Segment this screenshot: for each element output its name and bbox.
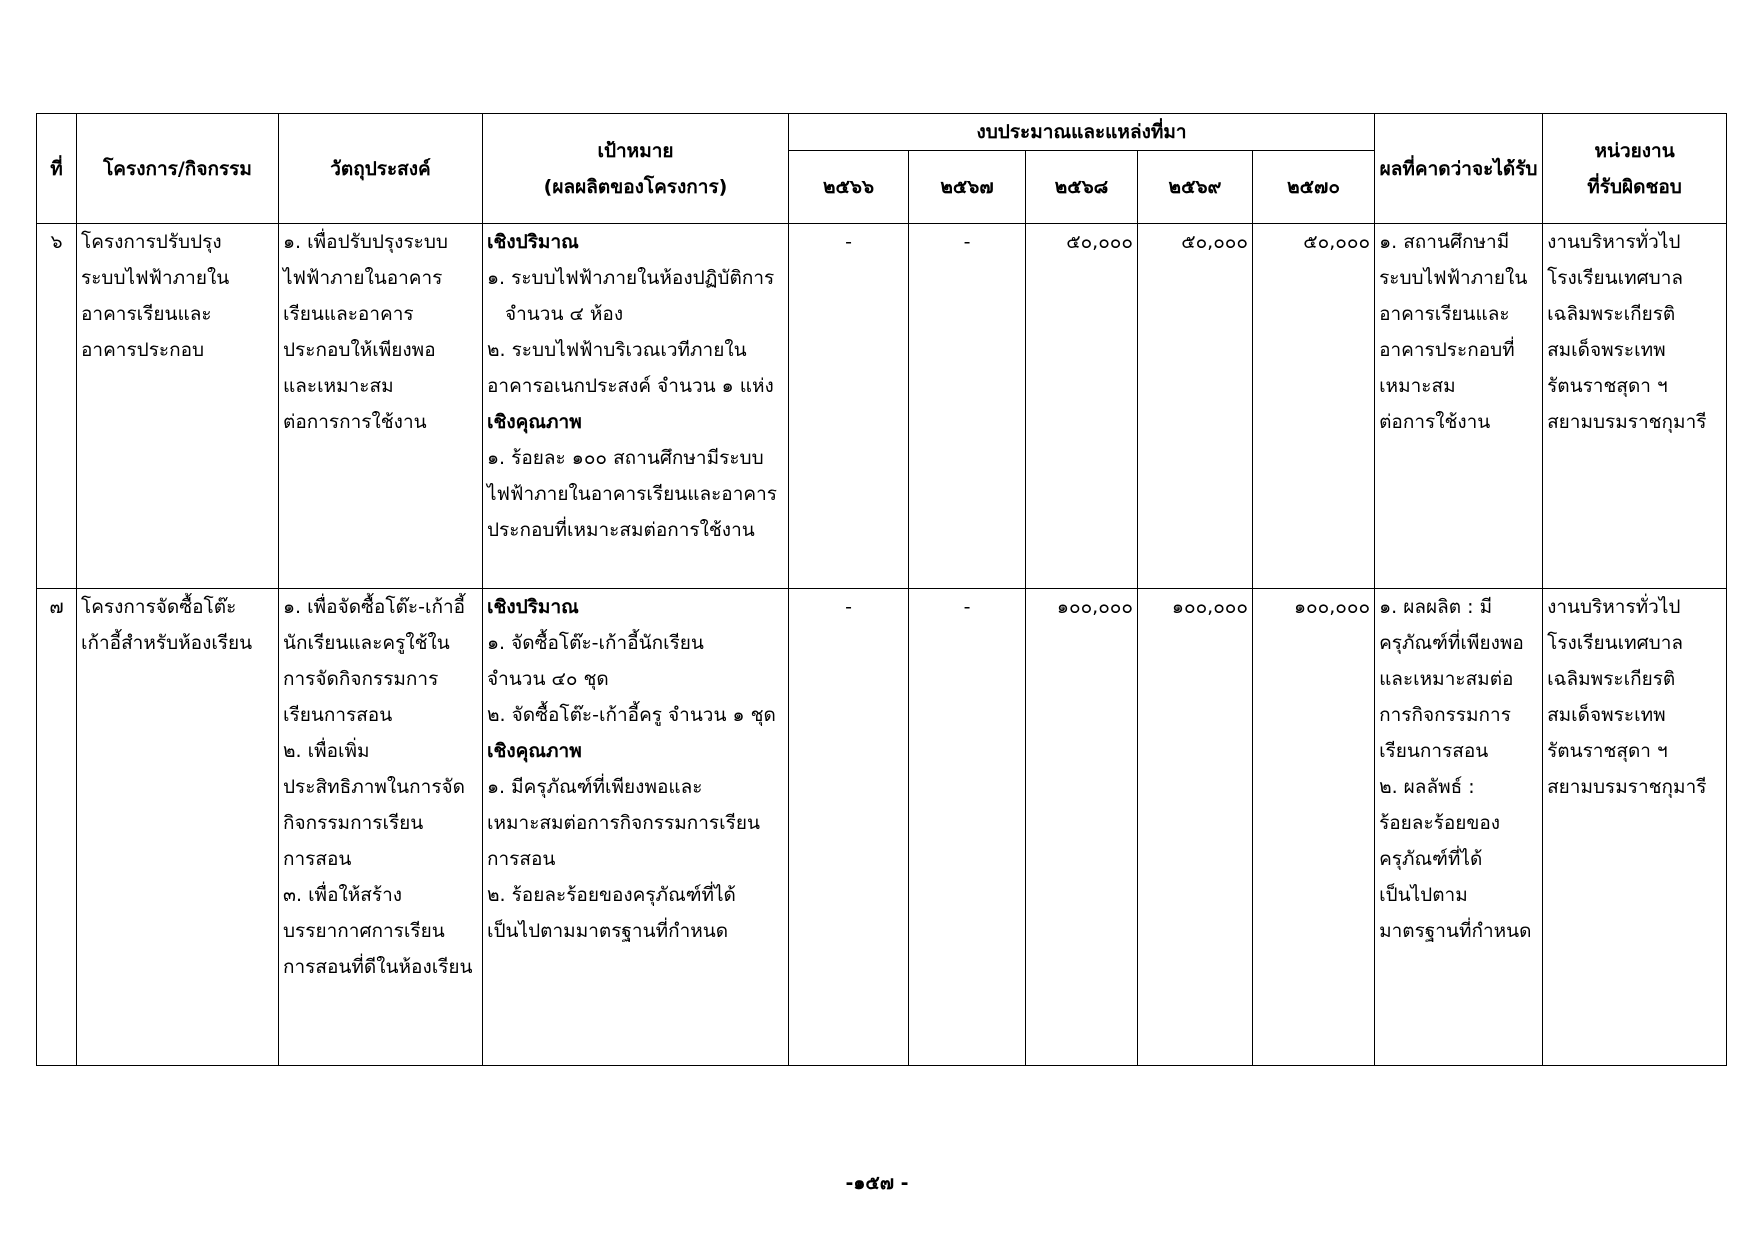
- expected-text: มาตรฐานที่กำหนด: [1379, 920, 1532, 942]
- quantity-heading: เชิงปริมาณ: [487, 596, 579, 618]
- objective-text: ต่อการการใช้งาน: [283, 411, 427, 433]
- budget-cell: -: [789, 589, 909, 1066]
- header-unit: [1543, 114, 1727, 224]
- unit-text: รัตนราชสุดา ฯ: [1547, 740, 1668, 762]
- target-text: ๒. ระบบไฟฟ้าบริเวณเวทีภายใน: [487, 339, 747, 361]
- objective-text: เรียนการสอน: [283, 704, 393, 726]
- objective-text: ๓. เพื่อให้สร้าง: [283, 884, 403, 906]
- header-year: ๒๕๖๘: [1026, 151, 1138, 224]
- header-year: ๒๕๖๖: [789, 151, 909, 224]
- project-text: โครงการจัดซื้อโต๊ะ: [81, 596, 237, 618]
- target-text: ๑. จัดซื้อโต๊ะ-เก้าอี้นักเรียน: [487, 632, 704, 654]
- objective-text: ๒. เพื่อเพิ่ม: [283, 740, 370, 762]
- project-text: อาคารประกอบ: [81, 339, 205, 361]
- header-year: ๒๕๗๐: [1253, 151, 1375, 224]
- unit-cell: [1543, 589, 1727, 1066]
- quality-heading: เชิงคุณภาพ: [487, 411, 582, 433]
- header-project: โครงการ/กิจกรรม: [77, 114, 279, 224]
- header-no: ที่: [37, 114, 77, 224]
- target-text: ๑. ร้อยละ ๑๐๐ สถานศึกษามีระบบ: [487, 447, 764, 469]
- objective-cell: [279, 589, 483, 1066]
- objective-text: ๑. เพื่อปรับปรุงระบบ: [283, 231, 448, 253]
- target-text: ๒. ร้อยละร้อยของครุภัณฑ์ที่ได้: [487, 884, 736, 906]
- target-text: จำนวน ๔ ห้อง: [505, 303, 624, 325]
- expected-text: อาคารประกอบที่: [1379, 339, 1515, 361]
- unit-text: เฉลิมพระเกียรติ: [1547, 303, 1676, 325]
- objective-cell: [279, 224, 483, 589]
- target-text: ๑. ระบบไฟฟ้าภายในห้องปฏิบัติการ: [487, 267, 775, 289]
- expected-text: ๑. ผลผลิต : มี: [1379, 596, 1493, 618]
- objective-text: เรียนและอาคาร: [283, 303, 414, 325]
- header-unit-line1: หน่วยงาน: [1594, 139, 1675, 162]
- expected-text: ร้อยละร้อยของ: [1379, 812, 1501, 834]
- objective-text: บรรยากาศการเรียน: [283, 920, 445, 942]
- expected-text: เหมาะสม: [1379, 375, 1456, 397]
- budget-cell: ๑๐๐,๐๐๐: [1253, 589, 1375, 1066]
- expected-text: เป็นไปตาม: [1379, 884, 1468, 906]
- expected-cell: [1375, 224, 1543, 589]
- header-expected: ผลที่คาดว่าจะได้รับ: [1375, 114, 1543, 224]
- header-unit-line2: ที่รับผิดชอบ: [1587, 175, 1682, 198]
- project-text: เก้าอี้สำหรับห้องเรียน: [81, 632, 253, 654]
- expected-text: การกิจกรรมการ: [1379, 704, 1511, 726]
- budget-cell: ๕๐,๐๐๐: [1253, 224, 1375, 589]
- header-target-line2: (ผลผลิตของโครงการ): [543, 175, 728, 198]
- expected-text: ๒. ผลลัพธ์ :: [1379, 776, 1475, 798]
- unit-text: สยามบรมราชกุมารี: [1547, 776, 1707, 798]
- budget-cell: -: [909, 224, 1026, 589]
- row-number: ๗: [37, 589, 77, 1066]
- target-text: ประกอบที่เหมาะสมต่อการใช้งาน: [487, 519, 755, 541]
- project-cell: [77, 589, 279, 1066]
- budget-cell: ๑๐๐,๐๐๐: [1026, 589, 1138, 1066]
- project-plan-table: [36, 113, 1727, 1066]
- objective-text: การสอน: [283, 848, 352, 870]
- header-year: ๒๕๖๗: [909, 151, 1026, 224]
- unit-text: โรงเรียนเทศบาล: [1547, 267, 1684, 289]
- page-number: -๑๕๗ -: [845, 1172, 909, 1194]
- objective-text: นักเรียนและครูใช้ใน: [283, 632, 450, 654]
- unit-text: รัตนราชสุดา ฯ: [1547, 375, 1668, 397]
- header-target: [483, 114, 789, 224]
- target-cell: [483, 589, 789, 1066]
- expected-text: เรียนการสอน: [1379, 740, 1489, 762]
- target-text: ๑. มีครุภัณฑ์ที่เพียงพอและ: [487, 776, 703, 798]
- objective-text: ประสิทธิภาพในการจัด: [283, 776, 466, 798]
- target-text: เป็นไปตามมาตรฐานที่กำหนด: [487, 920, 729, 942]
- unit-text: สยามบรมราชกุมารี: [1547, 411, 1707, 433]
- target-text: จำนวน ๔๐ ชุด: [487, 668, 609, 690]
- target-cell: [483, 224, 789, 589]
- objective-text: ๑. เพื่อจัดซื้อโต๊ะ-เก้าอี้: [283, 596, 466, 618]
- project-cell: [77, 224, 279, 589]
- expected-cell: [1375, 589, 1543, 1066]
- unit-text: สมเด็จพระเทพ: [1547, 339, 1666, 361]
- unit-cell: [1543, 224, 1727, 589]
- objective-text: ไฟฟ้าภายในอาคาร: [283, 267, 443, 289]
- budget-cell: ๕๐,๐๐๐: [1026, 224, 1138, 589]
- expected-text: และเหมาะสมต่อ: [1379, 668, 1514, 690]
- table-row: [37, 224, 1727, 589]
- unit-text: งานบริหารทั่วไป: [1547, 596, 1681, 618]
- header-objective: วัตถุประสงค์: [279, 114, 483, 224]
- objective-text: การสอนที่ดีในห้องเรียน: [283, 956, 473, 978]
- target-text: อาคารอเนกประสงค์ จำนวน ๑ แห่ง: [487, 375, 774, 397]
- project-text: อาคารเรียนและ: [81, 303, 212, 325]
- expected-text: ต่อการใช้งาน: [1379, 411, 1491, 433]
- unit-text: เฉลิมพระเกียรติ: [1547, 668, 1676, 690]
- expected-text: ๑. สถานศึกษามี: [1379, 231, 1510, 253]
- header-year: ๒๕๖๙: [1138, 151, 1253, 224]
- expected-text: อาคารเรียนและ: [1379, 303, 1510, 325]
- header-budget: งบประมาณและแหล่งที่มา: [789, 114, 1375, 151]
- table-row: [37, 589, 1727, 1066]
- objective-text: กิจกรรมการเรียน: [283, 812, 424, 834]
- table-header-row: [37, 114, 1727, 151]
- budget-cell: ๕๐,๐๐๐: [1138, 224, 1253, 589]
- project-text: โครงการปรับปรุง: [81, 231, 222, 253]
- quantity-heading: เชิงปริมาณ: [487, 231, 579, 253]
- project-text: ระบบไฟฟ้าภายใน: [81, 267, 230, 289]
- budget-cell: -: [909, 589, 1026, 1066]
- target-text: เหมาะสมต่อการกิจกรรมการเรียน: [487, 812, 760, 834]
- header-target-line1: เป้าหมาย: [597, 139, 674, 162]
- expected-text: ครุภัณฑ์ที่ได้: [1379, 848, 1483, 870]
- row-number: ๖: [37, 224, 77, 589]
- objective-text: และเหมาะสม: [283, 375, 394, 397]
- expected-text: ระบบไฟฟ้าภายใน: [1379, 267, 1528, 289]
- target-text: ๒. จัดซื้อโต๊ะ-เก้าอี้ครู จำนวน ๑ ชุด: [487, 704, 776, 726]
- objective-text: การจัดกิจกรรมการ: [283, 668, 439, 690]
- unit-text: งานบริหารทั่วไป: [1547, 231, 1681, 253]
- expected-text: ครุภัณฑ์ที่เพียงพอ: [1379, 632, 1524, 654]
- budget-cell: -: [789, 224, 909, 589]
- budget-cell: ๑๐๐,๐๐๐: [1138, 589, 1253, 1066]
- objective-text: ประกอบให้เพียงพอ: [283, 339, 436, 361]
- unit-text: สมเด็จพระเทพ: [1547, 704, 1666, 726]
- target-text: ไฟฟ้าภายในอาคารเรียนและอาคาร: [487, 483, 777, 505]
- quality-heading: เชิงคุณภาพ: [487, 740, 582, 762]
- unit-text: โรงเรียนเทศบาล: [1547, 632, 1684, 654]
- target-text: การสอน: [487, 848, 556, 870]
